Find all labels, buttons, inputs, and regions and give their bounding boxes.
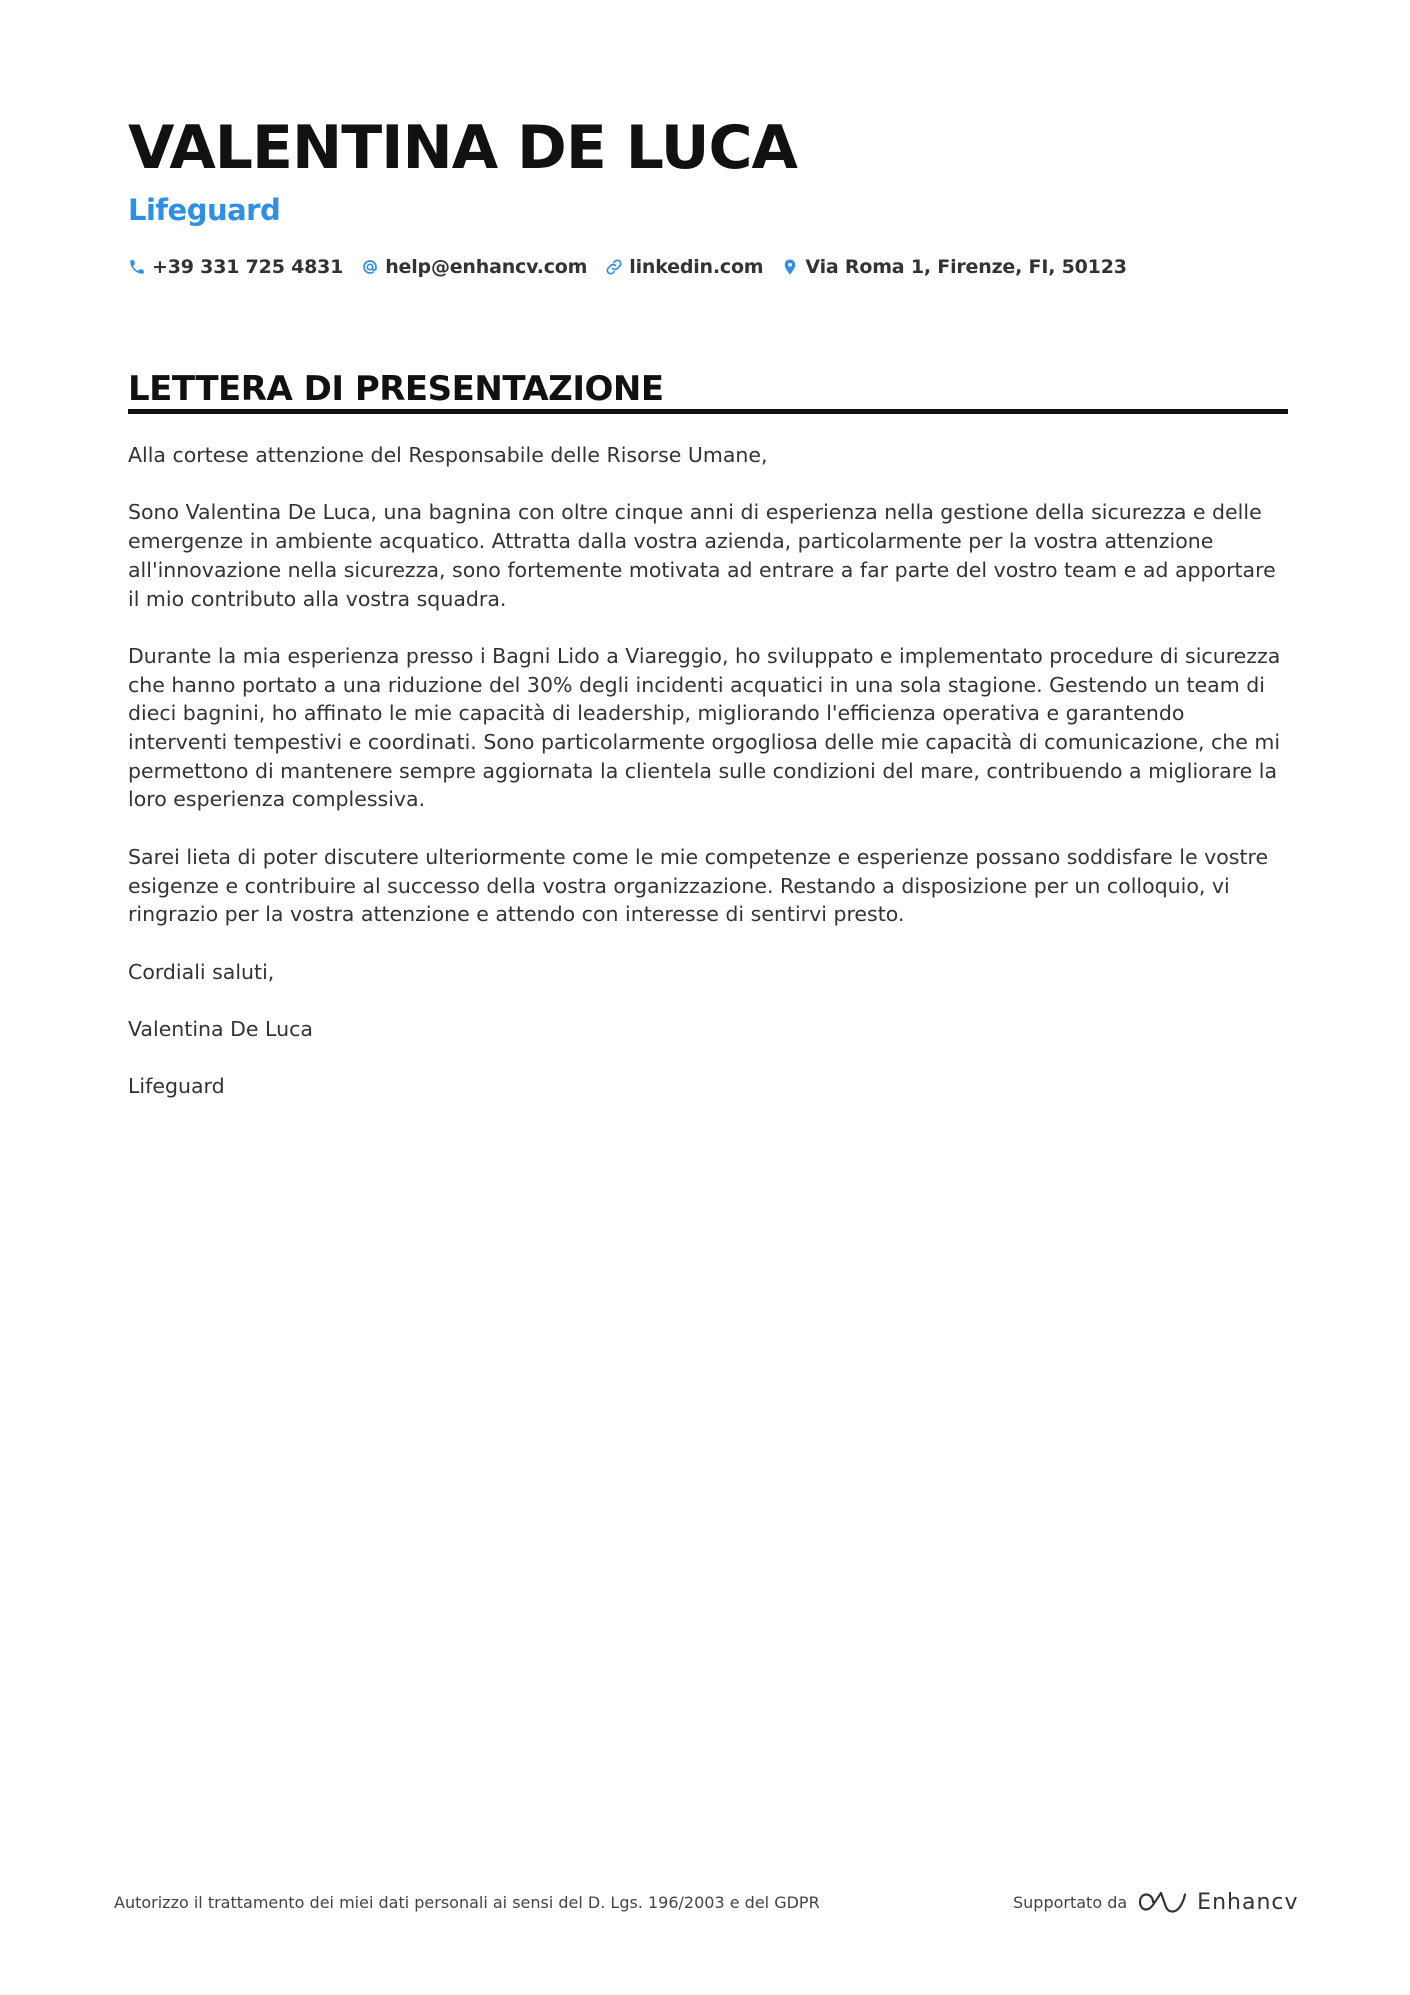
location-pin-icon xyxy=(781,258,799,276)
enhancv-logo-icon xyxy=(1139,1887,1187,1917)
powered-by[interactable] xyxy=(1013,1884,1299,1920)
letter-salutation: Alla cortese attenzione del Responsabile delle Risorse Umane, xyxy=(128,443,768,467)
letter-paragraph: Durante la mia esperienza presso i Bagni Lido a Viareggio, ho sviluppato e implementato procedure di sicurezza che hanno portato a una riduzione del 30% degli incidenti acquatici in una sola stagione. Gestendo un team di dieci bagnini, ho affinato le mie capacità di leadership, migliorando l'efficienza operativa e garantendo interventi tempestivi e coordinati. Sono particolarmente orgogliosa delle mie capacità di comunicazione, che mi permettono di mantenere sempre aggiornata la clientela sulle condizioni del mare, contribuendo a migliorare la loro esperienza complessiva. xyxy=(128,643,1281,812)
contact-linkedin-text[interactable]: linkedin.com xyxy=(629,256,764,278)
contact-phone-text: +39 331 725 4831 xyxy=(152,256,344,278)
letter-paragraph: Sarei lieta di poter discutere ulteriormente come le mie competenze e esperienze possano soddisfare le vostre esigenze e contribuire al successo della vostra organizzazione. Restando a disposizione per un colloquio, vi ringrazio per la vostra attenzione e attendo con interesse di sentirvi presto. xyxy=(128,844,1269,927)
section-title: LETTERA DI PRESENTAZIONE xyxy=(128,369,664,409)
powered-by-label: Supportato da xyxy=(1013,1892,1128,1912)
contact-address xyxy=(781,256,1126,278)
candidate-name: VALENTINA DE LUCA xyxy=(128,113,797,183)
signature-name: Valentina De Luca xyxy=(128,1016,313,1041)
contact-address-text: Via Roma 1, Firenze, FI, 50123 xyxy=(805,256,1127,278)
signature-role: Lifeguard xyxy=(128,1074,225,1099)
letter-paragraph: Sono Valentina De Luca, una bagnina con oltre cinque anni di esperienza nella gestione della sicurezza e delle emergenze in ambiente acquatico. Attratta dalla vostra azienda, particolarmente per la vostra attenzione all'innovazione nella sicurezza, sono fortemente motivata ad entrare a far parte del vostro team e ad apportare il mio contributo alla vostra squadra. xyxy=(128,500,1276,611)
contact-email[interactable] xyxy=(361,256,587,278)
candidate-role: Lifeguard xyxy=(128,193,281,227)
privacy-consent: Autorizzo il trattamento dei miei dati personali ai sensi del D. Lgs. 196/2003 e del GDPR xyxy=(114,1893,820,1912)
letter-closing: Cordiali saluti, xyxy=(128,959,275,984)
letter-body xyxy=(128,441,1290,1130)
contact-bar xyxy=(128,252,1145,282)
contact-phone xyxy=(128,256,343,278)
phone-icon xyxy=(128,258,146,276)
link-icon xyxy=(605,258,623,276)
at-icon xyxy=(361,258,379,276)
section-divider xyxy=(128,409,1288,414)
contact-email-text[interactable]: help@enhancv.com xyxy=(385,256,588,278)
enhancv-brand: Enhancv xyxy=(1197,1889,1299,1915)
contact-linkedin[interactable] xyxy=(605,256,763,278)
